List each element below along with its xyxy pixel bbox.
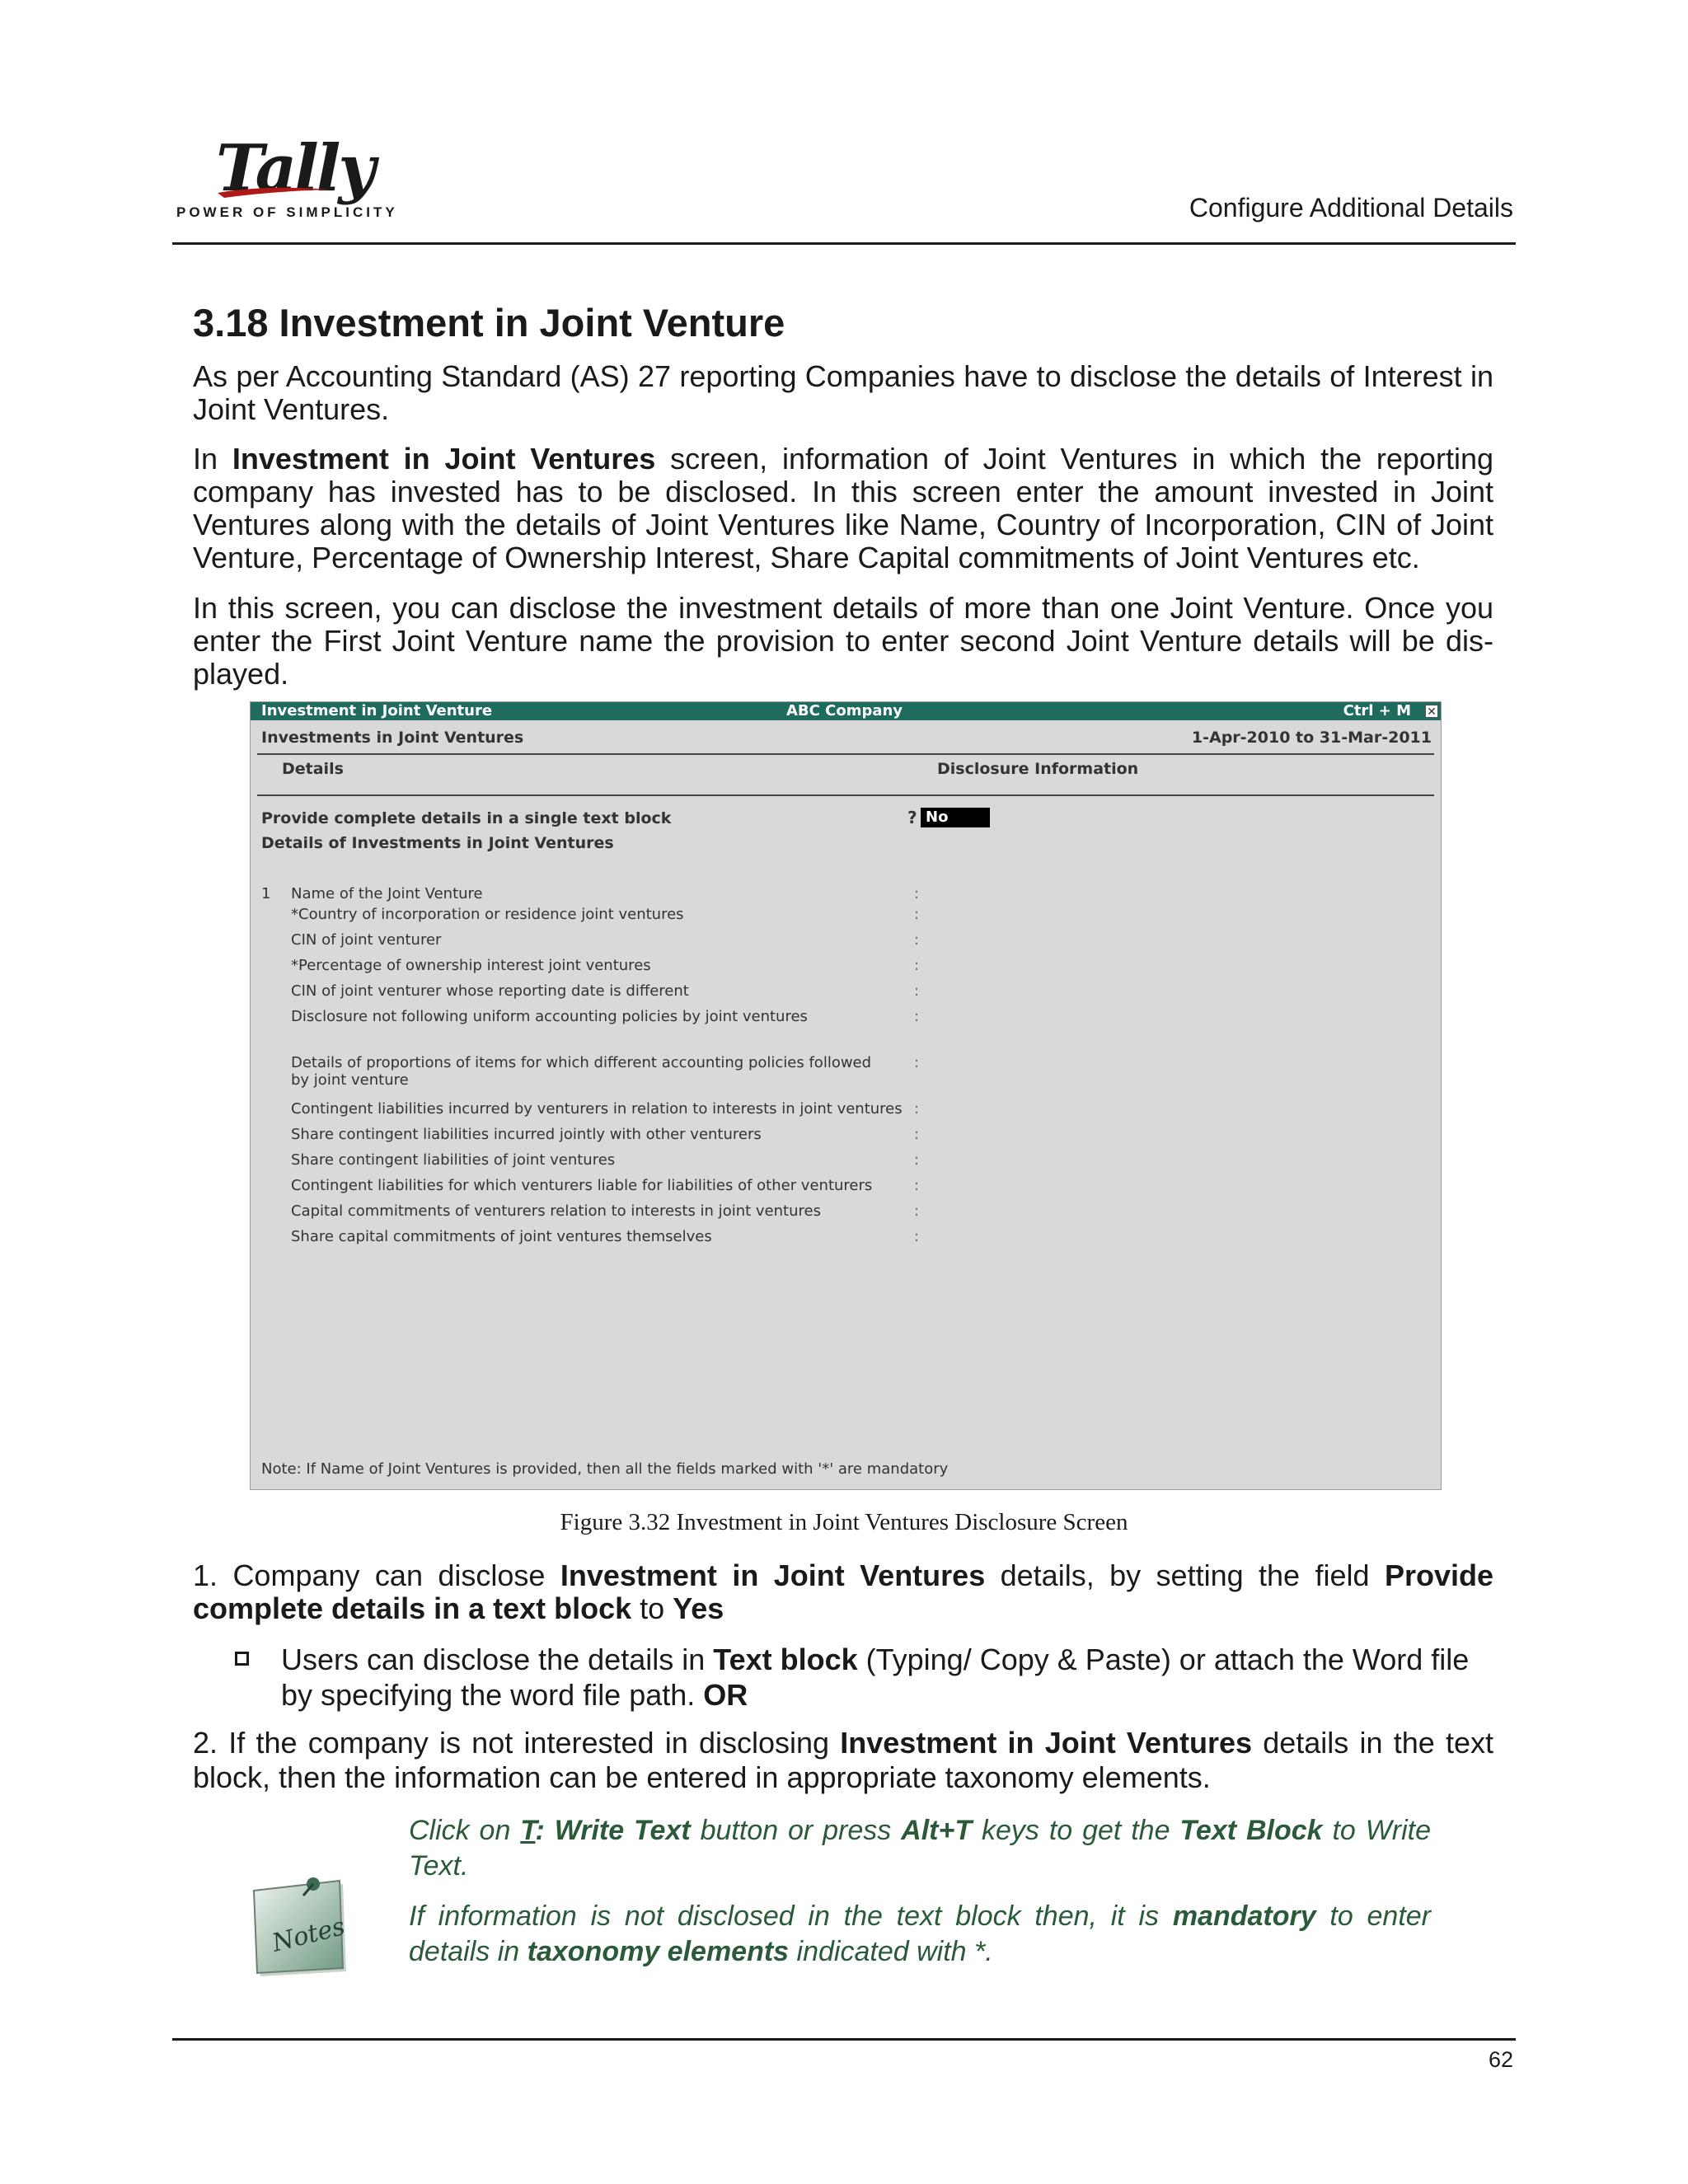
field-jv-name: Name of the Joint Venture <box>291 885 483 902</box>
field-share-contingent-jointly: Share contingent liabilities incurred jointly with other venturers <box>291 1126 762 1143</box>
value-field[interactable]: : <box>914 982 920 1000</box>
column-header-disclosure: Disclosure Information <box>937 760 1139 778</box>
svg-text:Notes: Notes <box>269 1912 348 1958</box>
note-write-text: Click on T: Write Text button or press Alt+T keys to get the Text Block to Write Text. <box>409 1815 1432 1882</box>
logo-swoosh-icon <box>216 181 331 199</box>
logo-wordmark: Tally <box>216 131 373 206</box>
field-country: *Country of incorporation or residence joint ventures <box>291 906 684 923</box>
field-contingent-other-venturers: Contingent liabilities for which venturers liable for liabilities of other venturers <box>291 1177 873 1194</box>
shortcut-label[interactable]: Ctrl + M <box>1343 702 1411 719</box>
running-header: Configure Additional Details <box>1189 193 1513 223</box>
value-field[interactable]: : <box>914 1126 920 1143</box>
header-rule <box>172 242 1516 245</box>
field-capital-commitments: Capital commitments of venturers relation to interests in joint ventures <box>291 1202 821 1220</box>
field-contingent-liabilities-venturers: Contingent liabilities incurred by venturers in relation to interests in joint ventures <box>291 1100 903 1118</box>
field-share-capital-commitments: Share capital commitments of joint ventures themselves <box>291 1228 712 1245</box>
notes-icon <box>252 1864 351 1980</box>
section-heading: 3.18 Investment in Joint Venture <box>193 301 785 344</box>
details-section-label: Details of Investments in Joint Ventures <box>261 834 614 852</box>
investment-joint-venture-screen <box>250 701 1442 1490</box>
note-mandatory: If information is not disclosed in the text block then, it is mandatory to enter details in taxonomy elements indicated with *. <box>409 1900 1432 1967</box>
tally-logo <box>175 131 398 223</box>
provide-question-mark: ? <box>907 808 917 827</box>
value-field[interactable]: : <box>914 957 920 974</box>
field-proportions-different-policies: Details of proportions of items for which different accounting policies followed by joint venture <box>291 1054 872 1089</box>
value-field[interactable]: : <box>914 1100 920 1118</box>
value-field[interactable]: : <box>914 931 920 949</box>
item-number: 1 <box>261 885 271 902</box>
step-2-paragraph: 2. If the company is not interested in disclosing Investment in Joint Ventures details in the text block, then the information can be entered in appropriate taxonomy elements. <box>193 1726 1493 1794</box>
value-field[interactable]: : <box>914 1177 920 1194</box>
company-name: ABC Company <box>786 702 903 719</box>
provide-text-block-label: Provide complete details in a single text block <box>261 809 672 827</box>
step-1-paragraph: 1. Company can disclose Investment in Joint Ventures details, by setting the field Provide complete details in a text block to Yes <box>193 1558 1493 1625</box>
footer-rule <box>172 2038 1516 2041</box>
column-header-details: Details <box>282 760 344 778</box>
bullet-item: Users can disclose the details in Text block (Typing/ Copy & Paste) or attach the Word file by specifying the word file path. OR <box>281 1643 1470 1712</box>
value-field[interactable]: : <box>914 885 920 902</box>
screen-title: Investment in Joint Venture <box>261 702 493 719</box>
value-field[interactable]: : <box>914 1008 920 1025</box>
multiple-ventures-paragraph: In this screen, you can disclose the investment details of more than one Joint Venture. Once you enter the First Joint Venture name the provision to enter second Joint Venture details will be dis-played. <box>193 591 1493 691</box>
page-number: 62 <box>1488 2047 1513 2072</box>
value-field[interactable]: : <box>914 1151 920 1169</box>
divider <box>257 753 1434 755</box>
field-ownership-percentage: *Percentage of ownership interest joint ventures <box>291 957 651 974</box>
mandatory-fields-note: Note: If Name of Joint Ventures is provided, then all the fields marked with '*' are mandatory <box>261 1460 949 1478</box>
provide-text-block-field[interactable]: No <box>921 808 990 827</box>
intro-paragraph: As per Accounting Standard (AS) 27 reporting Companies have to disclose the details of Interest in Joint Ventures. <box>193 359 1493 426</box>
field-non-uniform-policies: Disclosure not following uniform accounting policies by joint ventures <box>291 1008 808 1025</box>
field-cin: CIN of joint venturer <box>291 931 442 949</box>
value-field[interactable]: : <box>914 1054 920 1071</box>
field-cin-reporting-date: CIN of joint venturer whose reporting date is different <box>291 982 689 1000</box>
value-field[interactable]: : <box>914 1228 920 1245</box>
bullet-square-icon <box>235 1652 249 1666</box>
field-share-contingent-jv: Share contingent liabilities of joint ventures <box>291 1151 616 1169</box>
figure-caption: Figure 3.32 Investment in Joint Ventures Disclosure Screen <box>560 1509 1128 1535</box>
screen-title-bar <box>251 702 1441 720</box>
logo-tagline: POWER OF SIMPLICITY <box>176 204 398 220</box>
period-label: 1-Apr-2010 to 31-Mar-2011 <box>1191 729 1432 747</box>
value-field[interactable]: : <box>914 906 920 923</box>
screen-subtitle: Investments in Joint Ventures <box>261 729 524 747</box>
value-field[interactable]: : <box>914 1202 920 1220</box>
close-icon[interactable]: ✕ <box>1425 705 1438 718</box>
screen-description-paragraph: In Investment in Joint Ventures screen, information of Joint Ventures in which the reporting company has invested has to be disclosed. In this screen enter the amount invested in Joint Ventures along with the details of Joint Ventures like Name, Country of Incorporation, CIN of Joint Venture, Percentage of Ownership Interest, Share Capital commitments of Joint Ventures etc. <box>193 442 1493 574</box>
divider <box>257 794 1434 796</box>
